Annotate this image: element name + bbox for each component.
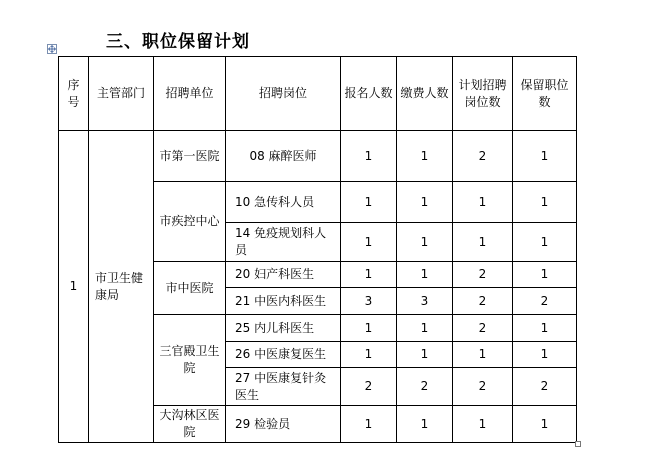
planned-cell: 2 — [453, 262, 513, 288]
applicants-cell: 1 — [341, 182, 397, 223]
unit-cell: 市第一医院 — [154, 131, 226, 182]
table-row — [59, 131, 577, 182]
retention-plan-table — [58, 56, 577, 443]
position-cell: 29 检验员 — [226, 406, 341, 443]
retained-cell: 1 — [513, 406, 577, 443]
department-cell: 市卫生健康局 — [89, 131, 154, 443]
planned-cell: 2 — [453, 315, 513, 342]
paid-cell: 1 — [397, 223, 453, 262]
position-cell: 08 麻醉医师 — [226, 131, 341, 182]
planned-cell: 1 — [453, 342, 513, 368]
header-serial: 序号 — [59, 57, 89, 131]
position-cell: 10 急传科人员 — [226, 182, 341, 223]
retained-cell: 2 — [513, 288, 577, 315]
retained-cell: 1 — [513, 131, 577, 182]
serial-cell: 1 — [59, 131, 89, 443]
paid-cell: 1 — [397, 262, 453, 288]
planned-cell: 2 — [453, 131, 513, 182]
planned-cell: 1 — [453, 406, 513, 443]
paid-cell: 1 — [397, 406, 453, 443]
planned-cell: 1 — [453, 223, 513, 262]
paid-cell: 1 — [397, 131, 453, 182]
position-cell: 25 内儿科医生 — [226, 315, 341, 342]
planned-cell: 2 — [453, 368, 513, 406]
applicants-cell: 1 — [341, 406, 397, 443]
paid-cell: 2 — [397, 368, 453, 406]
position-cell: 27 中医康复针灸医生 — [226, 368, 341, 406]
table-move-handle-icon[interactable] — [47, 44, 57, 54]
paid-cell: 1 — [397, 315, 453, 342]
header-planned: 计划招聘岗位数 — [453, 57, 513, 131]
header-position: 招聘岗位 — [226, 57, 341, 131]
unit-cell: 市疾控中心 — [154, 182, 226, 262]
paid-cell: 1 — [397, 342, 453, 368]
applicants-cell: 2 — [341, 368, 397, 406]
retained-cell: 1 — [513, 182, 577, 223]
paid-cell: 1 — [397, 182, 453, 223]
retained-cell: 1 — [513, 223, 577, 262]
planned-cell: 2 — [453, 288, 513, 315]
header-retained: 保留职位数 — [513, 57, 577, 131]
applicants-cell: 1 — [341, 131, 397, 182]
planned-cell: 1 — [453, 182, 513, 223]
page-title: 三、职位保留计划 — [106, 32, 250, 52]
applicants-cell: 1 — [341, 342, 397, 368]
header-unit: 招聘单位 — [154, 57, 226, 131]
position-cell: 20 妇产科医生 — [226, 262, 341, 288]
applicants-cell: 1 — [341, 223, 397, 262]
unit-cell: 大沟林区医院 — [154, 406, 226, 443]
position-cell: 21 中医内科医生 — [226, 288, 341, 315]
unit-cell: 市中医院 — [154, 262, 226, 315]
applicants-cell: 3 — [341, 288, 397, 315]
header-applicants: 报名人数 — [341, 57, 397, 131]
position-cell: 26 中医康复医生 — [226, 342, 341, 368]
header-department: 主管部门 — [89, 57, 154, 131]
retained-cell: 1 — [513, 315, 577, 342]
retained-cell: 1 — [513, 262, 577, 288]
header-paid: 缴费人数 — [397, 57, 453, 131]
table-header-row — [59, 57, 577, 131]
applicants-cell: 1 — [341, 262, 397, 288]
applicants-cell: 1 — [341, 315, 397, 342]
unit-cell: 三官殿卫生院 — [154, 315, 226, 406]
table-resize-handle-icon[interactable] — [575, 441, 581, 447]
retained-cell: 1 — [513, 342, 577, 368]
retained-cell: 2 — [513, 368, 577, 406]
position-cell: 14 免疫规划科人员 — [226, 223, 341, 262]
paid-cell: 3 — [397, 288, 453, 315]
